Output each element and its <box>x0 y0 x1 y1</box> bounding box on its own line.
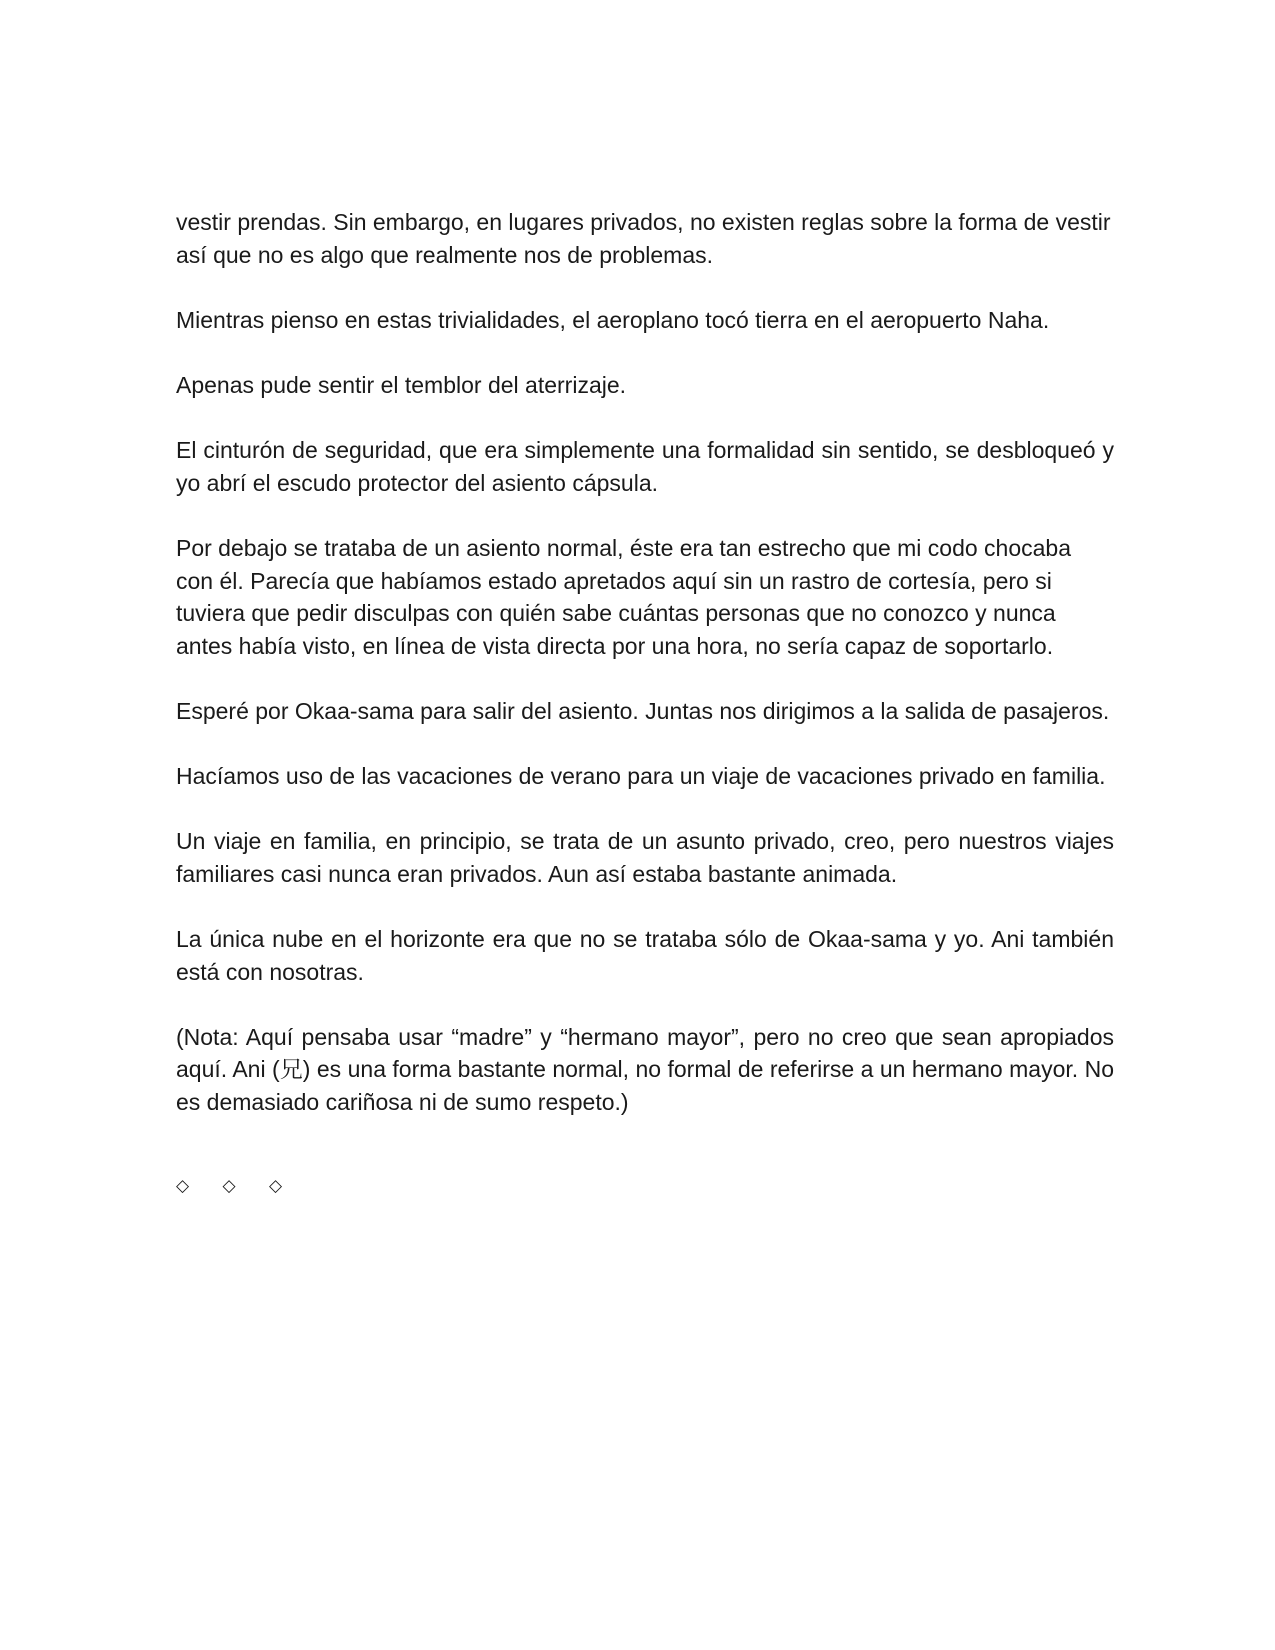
paragraph-8: Un viaje en familia, en principio, se trata de un asunto privado, creo, pero nuestros viajes familiares casi nunca eran privados. Aun así estaba bastante animada. <box>176 828 1114 887</box>
paragraph-3: Apenas pude sentir el temblor del aterrizaje. <box>176 371 627 398</box>
scene-break-separator: ◇ ◇ ◇ <box>176 1175 297 1196</box>
paragraph-4: El cinturón de seguridad, que era simplemente una formalidad sin sentido, se desbloqueó y yo abrí el escudo protector del asiento cápsula. <box>176 437 1114 496</box>
paragraph-2: Mientras pienso en estas trivialidades, el aeroplano tocó tierra en el aeropuerto Naha. <box>176 306 1050 333</box>
document-body <box>176 206 1114 1200</box>
paragraph-6: Esperé por Okaa-sama para salir del asiento. Juntas nos dirigimos a la salida de pasajeros. <box>176 697 1110 724</box>
paragraph-5: Por debajo se trataba de un asiento normal, éste era tan estrecho que mi codo chocaba con él. Parecía que habíamos estado apretados aquí sin un rastro de cortesía, pero si tuviera que pedir disculpas con quién sabe cuántas personas que no conozco y nunca antes había visto, en línea de vista directa por una hora, no sería capaz de soportarlo. <box>176 534 1072 659</box>
paragraph-1: vestir prendas. Sin embargo, en lugares privados, no existen reglas sobre la forma de vestir así que no es algo que realmente nos de problemas. <box>176 209 1111 268</box>
paragraph-7: Hacíamos uso de las vacaciones de verano para un viaje de vacaciones privado en familia. <box>176 763 1106 790</box>
paragraph-10-note: (Nota: Aquí pensaba usar “madre” y “hermano mayor”, pero no creo que sean apropiados aquí. Ani (兄) es una forma bastante normal, no formal de referirse a un hermano mayor. No es demasiado cariñosa ni de sumo respeto.) <box>176 1023 1114 1116</box>
paragraph-9: La única nube en el horizonte era que no se trataba sólo de Okaa-sama y yo. Ani también está con nosotras. <box>176 926 1114 985</box>
